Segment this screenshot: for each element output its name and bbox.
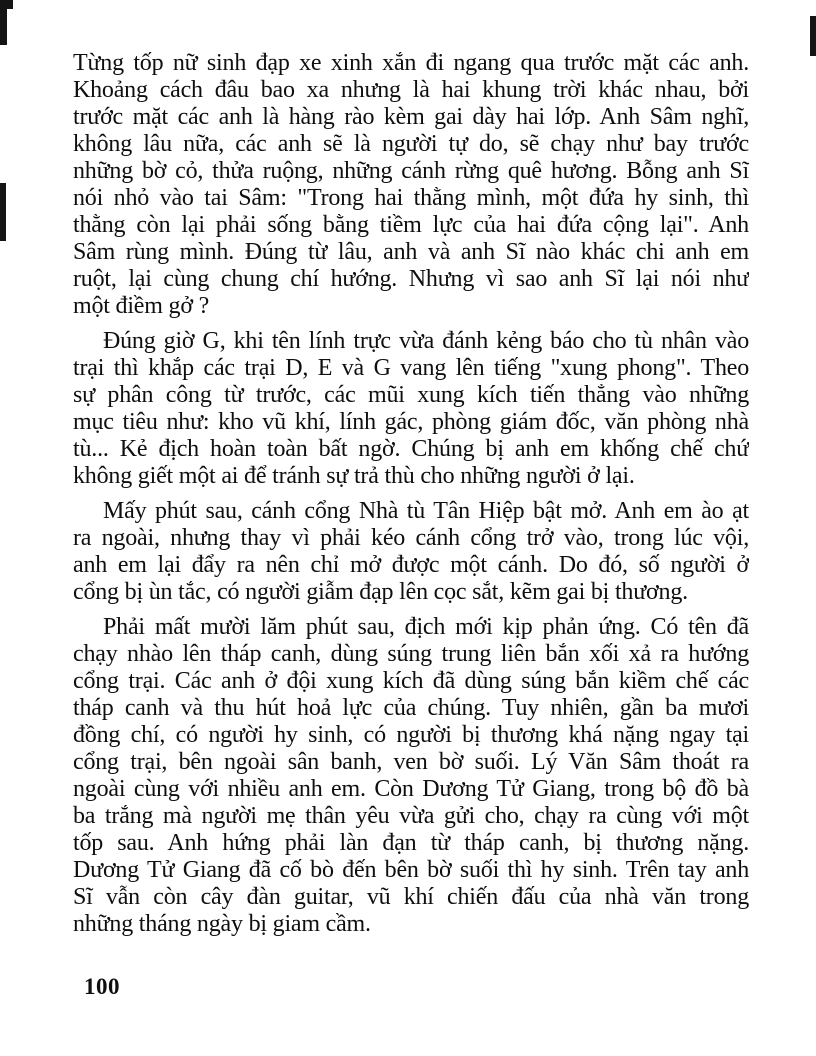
text-line: sự phân công từ trước, các mũi xung kích tiến thẳng vào những <box>73 382 749 408</box>
scan-artifact-left-edge-upper <box>0 0 7 45</box>
text-line: chạy nhào lên tháp canh, dùng súng trung liên bắn xối xả ra hướng <box>73 641 749 667</box>
text-line: anh em lại đẩy ra nên chỉ mở được một cánh. Do đó, số người ở <box>73 552 749 578</box>
text-line: tháp canh và thu hút hoả lực của chúng. Tuy nhiên, gần ba mươi <box>73 695 749 721</box>
page-number: 100 <box>84 974 120 999</box>
text-line: ruột, lại cùng chung chí hướng. Nhưng vì sao anh Sĩ lại nói như <box>73 266 749 292</box>
paragraph <box>73 498 749 606</box>
text-line: không giết một ai để tránh sự trả thù cho những người ở lại. <box>73 463 635 489</box>
text-line: trước mặt các anh là hàng rào kèm gai dày hai lớp. Anh Sâm nghĩ, <box>73 104 749 130</box>
text-line: ba trắng mà người mẹ thân yêu vừa gửi cho, chạy ra cùng với một <box>73 803 749 829</box>
text-line: Phải mất mười lăm phút sau, địch mới kịp phản ứng. Có tên đã <box>103 614 749 640</box>
scan-artifact-left-edge-lower <box>0 183 6 241</box>
text-line: nói nhỏ vào tai Sâm: "Trong hai thằng mình, một đứa hy sinh, thì <box>73 185 749 211</box>
text-line: không lâu nữa, các anh sẽ là người tự do, sẽ chạy như bay trước <box>73 131 749 157</box>
scan-artifact-right-edge <box>810 16 816 56</box>
text-line: những tháng ngày bị giam cầm. <box>73 911 371 937</box>
text-line: cổng trại. Các anh ở đội xung kích đã dùng súng bắn kiềm chế các <box>73 668 749 694</box>
paragraph <box>73 328 749 490</box>
text-line: cổng trại, bên ngoài sân banh, ven bờ suối. Lý Văn Sâm thoát ra <box>73 749 749 775</box>
text-line: Khoảng cách đâu bao xa nhưng là hai khung trời khác nhau, bởi <box>73 77 749 103</box>
text-line: cổng bị ùn tắc, có người giẫm đạp lên cọc sắt, kẽm gai bị thương. <box>73 579 688 605</box>
page-text-block <box>73 50 749 938</box>
text-line: mục tiêu như: kho vũ khí, lính gác, phòng giám đốc, văn phòng nhà <box>73 409 749 435</box>
text-line: tù... Kẻ địch hoàn toàn bất ngờ. Chúng bị anh em khống chế chứ <box>73 436 749 462</box>
text-line: ngoài cùng với nhiều anh em. Còn Dương Tử Giang, trong bộ đồ bà <box>73 776 749 802</box>
text-line: Sĩ vẫn còn cây đàn guitar, vũ khí chiến đấu của nhà văn trong <box>73 884 749 910</box>
text-line: Sâm rùng mình. Đúng từ lâu, anh và anh Sĩ nào khác chi anh em <box>73 239 749 265</box>
text-line: Mấy phút sau, cánh cổng Nhà tù Tân Hiệp bật mở. Anh em ào ạt <box>103 498 749 524</box>
paragraph <box>73 614 749 938</box>
text-line: những bờ cỏ, thửa ruộng, những cánh rừng quê hương. Bỗng anh Sĩ <box>73 158 749 184</box>
text-line: tốp sau. Anh hứng phải làn đạn từ tháp canh, bị thương nặng. <box>73 830 749 856</box>
text-line: Dương Tử Giang đã cố bò đến bên bờ suối thì hy sinh. Trên tay anh <box>73 857 749 883</box>
text-line: đồng chí, có người hy sinh, có người bị thương khá nặng ngay tại <box>73 722 749 748</box>
text-line: Từng tốp nữ sinh đạp xe xinh xắn đi ngang qua trước mặt các anh. <box>73 50 749 76</box>
text-line: Đúng giờ G, khi tên lính trực vừa đánh kẻng báo cho tù nhân vào <box>103 328 749 354</box>
text-line: trại thì khắp các trại D, E và G vang lên tiếng "xung phong". Theo <box>73 355 749 381</box>
paragraph <box>73 50 749 320</box>
text-line: thằng còn lại phải sống bằng tiềm lực của hai đứa cộng lại". Anh <box>73 212 749 238</box>
text-line: một điềm gở ? <box>73 293 210 319</box>
text-line: ra ngoài, nhưng thay vì phải kéo cánh cổng trở vào, trong lúc vội, <box>73 525 749 551</box>
